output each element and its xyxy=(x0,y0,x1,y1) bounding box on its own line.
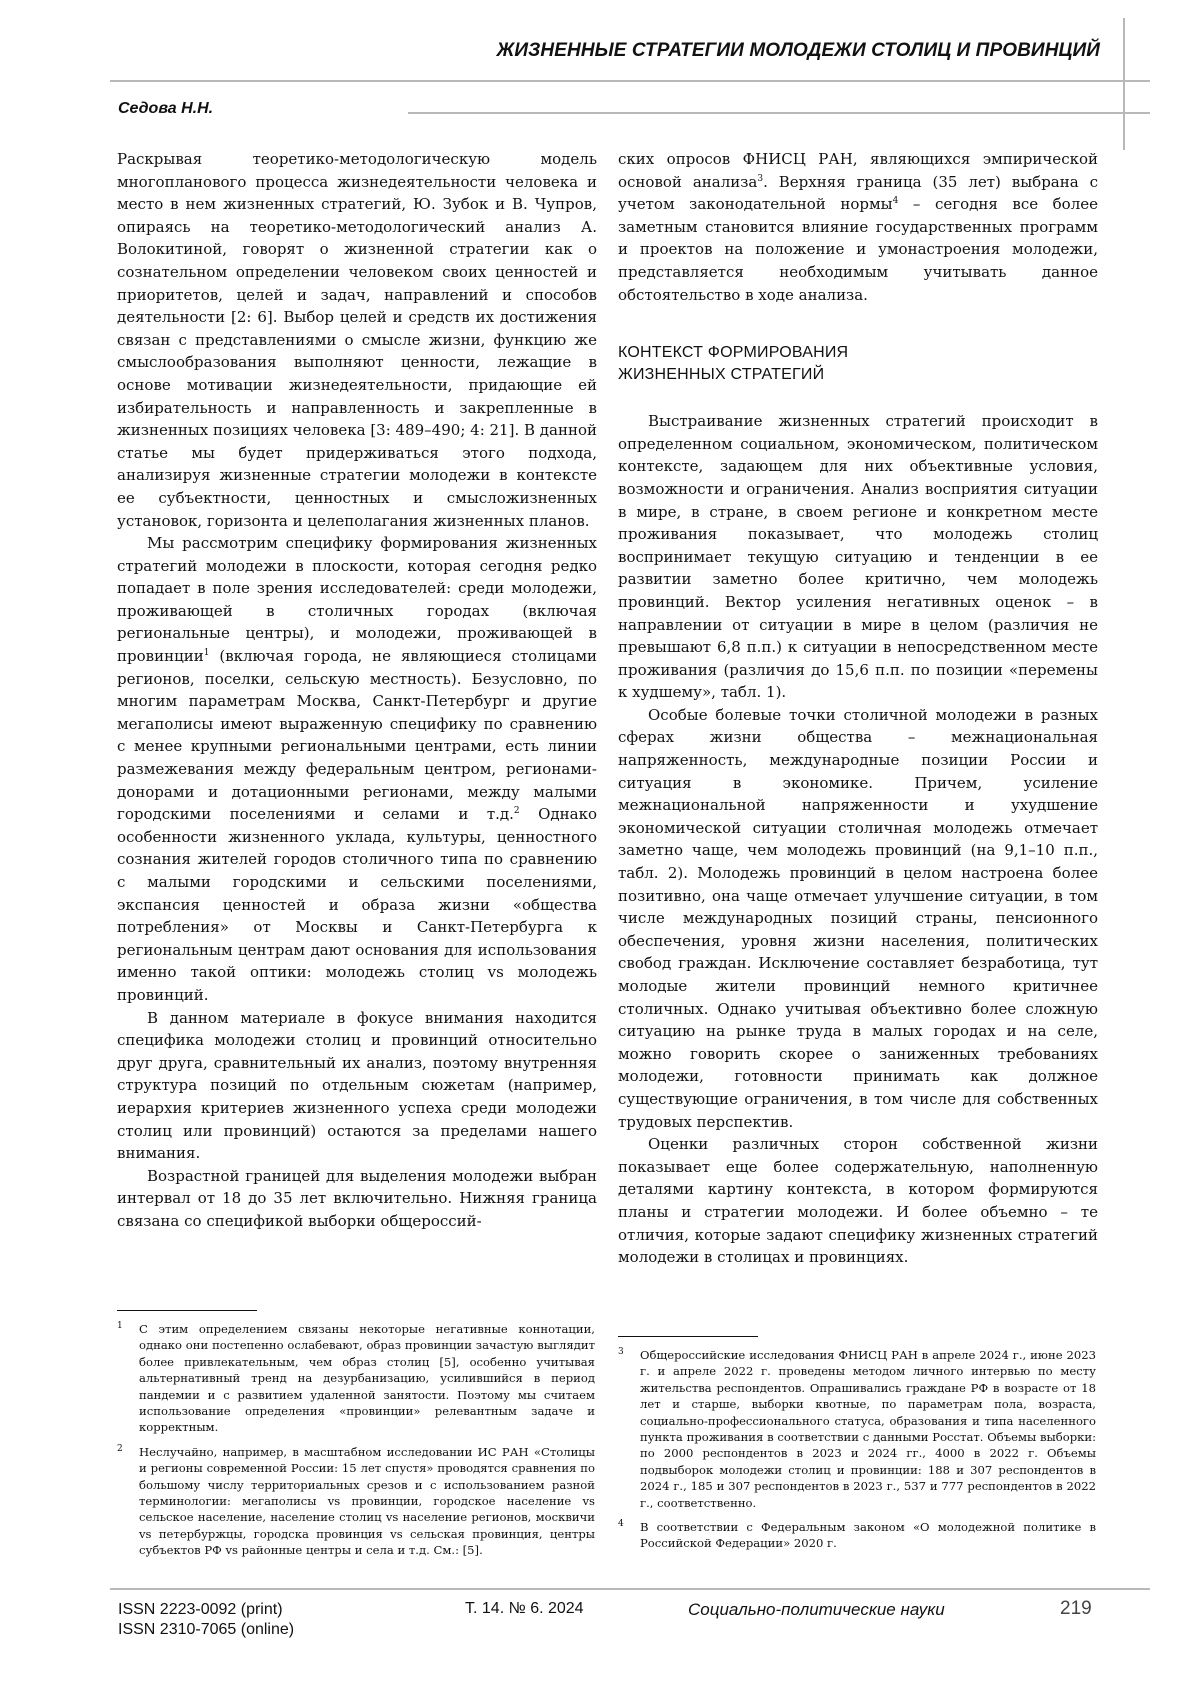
paragraph: Оценки различных сторон собственной жизни показывает еще более содержательную, наполненную деталями картину контекста, в котором формируются планы и стратегии молодежи. И более объемно – те отличия, которые задают специфику жизненных стратегий молодежи в столицах и провинциях. xyxy=(618,1135,1098,1267)
paragraph: Особые болевые точки столичной молодежи в разных сферах жизни общества – межнациональная напряженность, международные позиции России и ситуация в экономике. Причем, усиление межнациональной напряженности и ухудшение экономической ситуации столичная молодежь отмечает заметно чаще, чем молодежь провинций (на 9,1–10 п.п., табл. 2). Молодежь провинций в целом настроена более позитивно, она чаще отмечает улучшение ситуации, в том числе международных позиций страны, пенсионного обеспечения, уровня жизни населения, политических свобод граждан. Исключение составляет безработица, тут молодые жители провинций немного критичнее столичных. Однако учитывая объективно более сложную ситуацию на рынке труда в малых городах и на селе, можно говорить скорее о заниженных требованиях молодежи, готовности принимать как должное существующие ограничения, в том числе для собственных трудовых перспектив. xyxy=(618,705,1098,1131)
author-name: Седова Н.Н. xyxy=(118,100,214,117)
author-rule xyxy=(408,112,1150,114)
paragraph: Выстраивание жизненных стратегий происходит в определенном социальном, экономическом, политическом контексте, задающем для них объективные условия, возможности и ограничения. Анализ восприятия ситуации в мире, в стране, в своем регионе и конкретном месте проживания показывает, что молодежь столиц воспринимает текущую ситуацию и тенденции в ее развитии заметно более критично, чем молодежь провинций. Вектор усиления негативных оценок – в направлении от ситуации в мире в целом (различия не превышают 6,8 п.п.) к ситуации в непосредственном месте проживания (различия до 15,6 п.п. по позиции «перемены к худшему», табл. 1). xyxy=(618,412,1098,702)
left-column xyxy=(117,148,597,1233)
footnote: 2 Неслучайно, например, в масштабном исследовании ИС РАН «Столицы и регионы современной России: 15 лет спустя» проводятся сравнения по большому числу территориальных срезов и с использованием разной терминологии: мегаполисы vs провинции, городское население vs сельское население, население столиц vs население регионов, москвичи vs петербуржцы, городска провинция vs сельская провинция, центры субъектов РФ vs районные центры и села и т.д. См.: [5]. xyxy=(117,1443,595,1558)
issn-block xyxy=(118,1600,294,1640)
header-vertical-rule xyxy=(1123,18,1125,150)
footnote-rule xyxy=(117,1310,257,1311)
footnote-rule xyxy=(618,1336,758,1337)
right-column xyxy=(618,148,1098,1269)
footnotes-right xyxy=(618,1336,1096,1560)
issn-online: ISSN 2310-7065 (online) xyxy=(118,1621,295,1638)
paragraph: В данном материале в фокусе внимания находится специфика молодежи столиц и провинций относительно друг друга, сравнительный их анализ, поэтому внутренняя структура позиций по отдельным сюжетам (например, иерархия критериев жизненного успеха среди молодежи столиц или провинций) остаются за пределами нашего внимания. xyxy=(117,1008,597,1163)
journal-title: Социально-политические науки xyxy=(688,1600,945,1619)
paragraph: Раскрывая теоретико-методологическую модель многопланового процесса жизнедеятельности человека и место в нем жизненных стратегий, Ю. Зубок и В. Чупров, опираясь на теоретико-методологический анализ А. Волокитиной, говорят о жизненной стратегии как о сознательном определении человеком своих ценностей и приоритетов, целей и задач, направлений и способов деятельности [2: 6]. Выбор целей и средств их достижения связан с представлениями о смысле жизни, функцию же смыслообразования выполняют ценности, лежащие в основе мотивации жизнедеятельности, придающие ей избирательность и направленность и закрепленные в жизненных позициях человека [3: 489–490; 4: 21]. В данной статье мы будет придерживаться этого подхода, анализируя жизненные стратегии молодежи в контексте ее субъектности, ценностных и смысложизненных установок, горизонта и целеполагания жизненных планов. xyxy=(117,150,597,530)
footnote-ref[interactable]: 4 xyxy=(892,196,899,207)
issn-print: ISSN 2223-0092 (print) xyxy=(118,1601,283,1618)
footnote: 3 Общероссийские исследования ФНИСЦ РАН в апреле 2024 г., июне 2023 г. и апреле 2022 г. проведены методом личного интервью по месту жительства респондентов. Опрашивались граждане РФ в возрасте от 18 лет и старше, выборки квотные, по параметрам пола, возраста, социально-профессионального статуса, образования и типа населенного пункта проживания в соответствии с данными Росстат. Объемы выборки: по 2000 респондентов в 2023 и 2024 гг., 4000 в 2022 г. Объемы подвыборок молодежи столиц и провинции: 188 и 307 респондентов в 2024 г., 185 и 307 респондентов в 2023 г., 537 и 777 респондентов в 2022 г., соответственно. xyxy=(618,1347,1096,1510)
section-heading: КОНТЕКСТ ФОРМИРОВАНИЯ ЖИЗНЕННЫХ СТРАТЕГИЙ xyxy=(618,344,849,384)
footnotes-left xyxy=(117,1310,595,1567)
footnote-ref[interactable]: 3 xyxy=(757,173,764,184)
running-title: ЖИЗНЕННЫЕ СТРАТЕГИИ МОЛОДЕЖИ СТОЛИЦ И ПРОВИНЦИЙ xyxy=(496,40,1100,61)
footer-rule xyxy=(110,1588,1150,1590)
paragraph: Мы рассмотрим специфику формирования жизненных стратегий молодежи в плоскости, которая сегодня редко попадает в поле зрения исследователей: среди молодежи, проживающей в столичных городах (включая региональные центры), и молодежи, проживающей в провинции$^1$ (включая города, не являющиеся столицами регионов, поселки, сельскую местность). Безусловно, по многим параметрам Москва, Санкт-Петербург и другие мегаполисы имеют выраженную специфику по сравнению с менее крупными региональными центрами, есть линии размежевания между федеральным центром, регионами-донорами и дотационными регионами, между малыми городскими поселениями и селами и т.д.$^2$ Однако особенности жизненного уклада, культуры, ценностного сознания жителей городов столичного типа по сравнению с малыми городскими и сельскими поселениями, экспансия ценностей и образа жизни «общества потребления» от Москвы и Санкт-Петербурга к региональным центрам дают основания для использования именно такой оптики: молодежь столиц vs молодежь провинций. xyxy=(117,534,597,1004)
header-rule xyxy=(110,80,1150,82)
page-number: 219 xyxy=(1060,1598,1092,1619)
footnote-ref[interactable]: 1 xyxy=(203,648,210,659)
footnote: 1 С этим определением связаны некоторые негативные коннотации, однако они постепенно ослабевают, образ провинции зачастую выглядит более привлекательным, чем образ столиц [5], особенно учитывая альтернативный тренд на дезурбанизацию, усилившийся в период пандемии и с развитием удаленной занятости. Поэтому мы считаем использование определения «провинции» релевантным задаче и корректным. xyxy=(117,1321,595,1435)
paragraph: ских опросов ФНИСЦ РАН, являющихся эмпирической основой анализа$^3$. Верхняя граница (35 лет) выбрана с учетом законодательной нормы$^4$ – сегодня все более заметным становится влияние государственных программ и проектов на положение и умонастроения молодежи, представляется необходимым учитывать данное обстоятельство в ходе анализа. xyxy=(618,150,1098,304)
footnote-ref[interactable]: 2 xyxy=(513,806,520,817)
paragraph: Возрастной границей для выделения молодежи выбран интервал от 18 до 35 лет включительно. Нижняя граница связана со спецификой выборки общероссий- xyxy=(117,1166,597,1230)
volume-issue: Т. 14. № 6. 2024 xyxy=(465,1600,584,1617)
footnote: 4 В соответствии с Федеральным законом «О молодежной политике в Российской Федерации» 2020 г. xyxy=(618,1519,1096,1551)
